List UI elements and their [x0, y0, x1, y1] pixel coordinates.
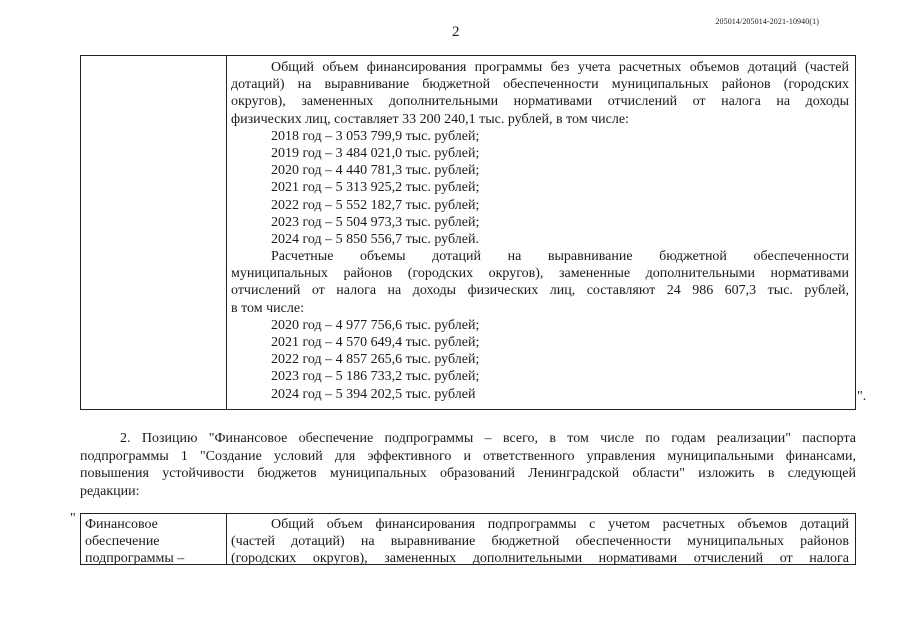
- table2-right-cell: [226, 513, 856, 565]
- closing-quote-mark: ".: [857, 389, 867, 404]
- year-funding-item: 2024 год – 5 850 556,7 тыс. рублей.: [271, 231, 479, 247]
- year-subsidy-item: 2023 год – 5 186 733,2 тыс. рублей;: [271, 369, 480, 385]
- opening-quote-mark: ": [70, 511, 76, 526]
- year-funding-item: 2022 год – 5 552 182,7 тыс. рублей;: [271, 197, 480, 213]
- subsidy-years-list: [231, 317, 849, 403]
- year-funding-item: 2018 год – 3 053 799,9 тыс. рублей;: [271, 128, 480, 144]
- subsidy-text-line: отчислений от налога на доходы физических лиц, составляют 24 986 607,3 тыс. рублей,: [231, 283, 849, 299]
- year-funding-item: 2021 год – 5 313 925,2 тыс. рублей;: [271, 180, 480, 196]
- year-funding-item: 2019 год – 3 484 021,0 тыс. рублей;: [271, 145, 480, 161]
- row-label-line: Финансовое: [85, 517, 158, 532]
- paragraph-line: 2. Позицию "Финансовое обеспечение подпрограммы – всего, в том числе по годам реализации" паспорта: [120, 431, 856, 446]
- year-subsidy-item: 2020 год – 4 977 756,6 тыс. рублей;: [271, 317, 480, 333]
- subsidy-text-line: Расчетные объемы дотаций на выравнивание бюджетной обеспеченности: [271, 249, 849, 265]
- table2-content: [227, 514, 855, 568]
- funding-text-line: дотаций) на выравнивание бюджетной обеспеченности муниципальных районов (городских: [231, 77, 849, 93]
- paragraph-line: редакции:: [80, 483, 140, 499]
- amendment-paragraph: [80, 430, 856, 500]
- funding-text-line: округов), замененных дополнительными нормативами отчислений от налога на доходы: [231, 94, 849, 110]
- year-funding-item: 2023 год – 5 504 973,3 тыс. рублей;: [271, 214, 480, 230]
- subprogram-text-line: (частей дотаций) на выравнивание бюджетной обеспеченности муниципальных районов: [231, 534, 849, 550]
- paragraph-line: повышения устойчивости бюджетов муниципальных образований Ленинградской области" изложить в следующей: [80, 466, 856, 481]
- table1-right-cell: [226, 55, 856, 410]
- row-label-line: обеспечение: [85, 534, 160, 550]
- year-subsidy-item: 2021 год – 4 570 649,4 тыс. рублей;: [271, 335, 480, 350]
- table1-left-cell: [80, 55, 227, 410]
- year-funding-item: 2020 год – 4 440 781,3 тыс. рублей;: [271, 163, 480, 179]
- funding-years-list: [231, 128, 849, 248]
- paragraph-line: подпрограммы 1 "Создание условий для эффективного и ответственного управления муниципальными финансами,: [80, 448, 856, 464]
- table2-row-label: [81, 514, 226, 568]
- year-subsidy-item: 2024 год – 5 394 202,5 тыс. рублей: [271, 386, 476, 402]
- row-label-line: подпрограммы –: [85, 551, 185, 567]
- funding-text-line: Общий объем финансирования программы без учета расчетных объемов дотаций (частей: [271, 60, 849, 75]
- table2-left-cell: [80, 513, 227, 565]
- year-subsidy-item: 2022 год – 4 857 265,6 тыс. рублей;: [271, 352, 480, 368]
- subprogram-text-line: Общий объем финансирования подпрограммы с учетом расчетных объемов дотаций: [271, 517, 849, 532]
- subprogram-text-line: (городских округов), замененных дополнительными нормативами отчислений от налога: [231, 551, 849, 567]
- document-code: 205014/205014-2021-10940(1): [715, 17, 819, 26]
- funding-text-line: физических лиц, составляет 33 200 240,1 тыс. рублей, в том числе:: [231, 111, 629, 127]
- subsidy-text-line: в том числе:: [231, 300, 304, 316]
- page-number: 2: [452, 24, 460, 40]
- table1-content: [227, 56, 855, 403]
- subsidy-text-line: муниципальных районов (городских округов), замененные дополнительными нормативами: [231, 266, 849, 282]
